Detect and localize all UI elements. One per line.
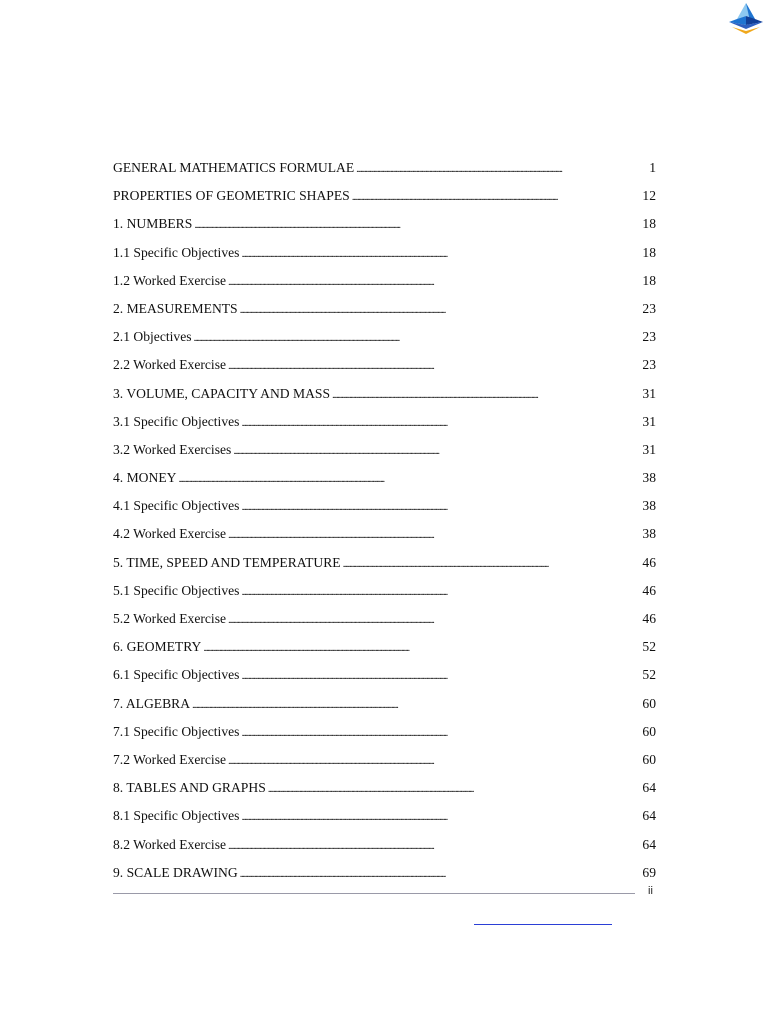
- toc-entry-title: 7.1 Specific Objectives: [113, 723, 240, 739]
- toc-entry-page-number: 64: [642, 808, 656, 824]
- toc-entry-page-number: 18: [642, 244, 656, 260]
- toc-dot-leader: [332, 380, 640, 409]
- toc-entry[interactable]: [113, 690, 656, 718]
- footer-link[interactable]: [474, 912, 612, 925]
- page-number: ii: [648, 885, 653, 897]
- toc-entry[interactable]: [113, 520, 656, 548]
- toc-dot-leader: [228, 267, 640, 296]
- toc-dot-leader: [356, 154, 647, 183]
- toc-dot-leader: [192, 690, 640, 719]
- publisher-logo-icon: [726, 2, 766, 36]
- toc-dot-leader: [241, 408, 640, 437]
- toc-entry-title: 7.2 Worked Exercise: [113, 751, 227, 767]
- toc-dot-leader: [241, 718, 640, 747]
- toc-entry[interactable]: [113, 380, 656, 408]
- toc-entry-page-number: 1: [649, 160, 656, 175]
- toc-entry-title: 8. TABLES AND GRAPHS: [113, 780, 266, 796]
- toc-entry-title: 8.2 Worked Exercise: [113, 836, 227, 852]
- toc-dot-leader: [228, 351, 640, 380]
- toc-entry-title: 6. GEOMETRY: [113, 639, 202, 655]
- table-of-contents: [113, 154, 656, 887]
- toc-entry[interactable]: [113, 295, 656, 323]
- toc-entry[interactable]: [113, 774, 656, 802]
- toc-entry[interactable]: [113, 549, 656, 577]
- toc-entry-page-number: 18: [642, 216, 656, 232]
- toc-entry[interactable]: [113, 577, 656, 605]
- toc-entry-page-number: 18: [642, 272, 656, 288]
- toc-entry-title: 3.1 Specific Objectives: [113, 413, 240, 429]
- toc-entry[interactable]: [113, 351, 656, 379]
- toc-entry-page-number: 38: [642, 470, 656, 486]
- toc-entry[interactable]: [113, 661, 656, 689]
- toc-entry[interactable]: [113, 210, 656, 238]
- toc-entry-title: 5.2 Worked Exercise: [113, 611, 227, 626]
- toc-entry[interactable]: [113, 746, 656, 774]
- toc-entry-title: 4.2 Worked Exercise: [113, 526, 227, 542]
- toc-dot-leader: [241, 239, 640, 268]
- toc-dot-leader: [194, 323, 641, 352]
- toc-dot-leader: [228, 605, 640, 634]
- footer-divider: [113, 893, 635, 894]
- toc-dot-leader: [203, 633, 640, 662]
- toc-entry-page-number: 69: [642, 864, 656, 880]
- toc-dot-leader: [241, 661, 640, 690]
- toc-dot-leader: [343, 549, 641, 578]
- toc-entry-title: 5.1 Specific Objectives: [113, 582, 240, 598]
- toc-dot-leader: [228, 520, 640, 549]
- toc-entry-page-number: 31: [642, 385, 656, 401]
- toc-dot-leader: [241, 802, 640, 831]
- toc-entry[interactable]: [113, 323, 656, 351]
- toc-entry[interactable]: [113, 802, 656, 830]
- toc-entry[interactable]: [113, 718, 656, 746]
- toc-dot-leader: [268, 774, 641, 803]
- toc-entry-page-number: 46: [642, 554, 656, 570]
- toc-entry[interactable]: [113, 267, 656, 295]
- toc-entry-title: 2.1 Objectives: [113, 329, 192, 345]
- toc-entry-title: GENERAL MATHEMATICS FORMULAE: [113, 160, 355, 175]
- toc-entry-title: 3.2 Worked Exercises: [113, 441, 232, 457]
- toc-entry-page-number: 46: [642, 611, 656, 626]
- toc-entry[interactable]: [113, 239, 656, 267]
- toc-entry-title: 4.1 Specific Objectives: [113, 498, 240, 514]
- toc-entry[interactable]: [113, 633, 656, 661]
- toc-entry-title: 3. VOLUME, CAPACITY AND MASS: [113, 385, 331, 401]
- toc-entry-page-number: 12: [642, 188, 656, 204]
- toc-entry-title: 2.2 Worked Exercise: [113, 357, 227, 373]
- toc-entry[interactable]: [113, 154, 656, 182]
- toc-entry[interactable]: [113, 436, 656, 464]
- toc-entry-page-number: 38: [642, 498, 656, 514]
- toc-entry-page-number: 46: [642, 582, 656, 598]
- toc-dot-leader: [241, 577, 640, 606]
- toc-entry-title: 9. SCALE DRAWING: [113, 864, 238, 880]
- toc-entry-page-number: 23: [642, 300, 656, 316]
- toc-entry-title: 1.1 Specific Objectives: [113, 244, 240, 260]
- toc-entry-title: 5. TIME, SPEED AND TEMPERATURE: [113, 554, 341, 570]
- toc-entry-page-number: 38: [642, 526, 656, 542]
- toc-entry-title: 8.1 Specific Objectives: [113, 808, 240, 824]
- toc-dot-leader: [194, 210, 640, 239]
- toc-entry[interactable]: [113, 859, 656, 887]
- toc-entry-title: PROPERTIES OF GEOMETRIC SHAPES: [113, 188, 350, 204]
- toc-entry-page-number: 64: [642, 836, 656, 852]
- toc-entry[interactable]: [113, 464, 656, 492]
- toc-entry-title: 4. MONEY: [113, 470, 177, 486]
- toc-entry[interactable]: [113, 182, 656, 210]
- toc-entry-page-number: 31: [642, 413, 656, 429]
- toc-entry-title: 1.2 Worked Exercise: [113, 272, 227, 288]
- toc-entry-title: 1. NUMBERS: [113, 216, 193, 232]
- toc-entry-title: 7. ALGEBRA: [113, 695, 191, 711]
- toc-dot-leader: [240, 295, 641, 324]
- toc-entry-page-number: 64: [642, 780, 656, 796]
- toc-dot-leader: [228, 831, 640, 860]
- toc-entry[interactable]: [113, 831, 656, 859]
- toc-entry-page-number: 52: [642, 667, 656, 683]
- toc-dot-leader: [228, 746, 640, 775]
- toc-entry[interactable]: [113, 492, 656, 520]
- toc-dot-leader: [233, 436, 640, 465]
- toc-entry-page-number: 60: [642, 723, 656, 739]
- toc-entry[interactable]: [113, 605, 656, 633]
- toc-entry-page-number: 60: [642, 695, 656, 711]
- toc-entry-page-number: 52: [642, 639, 656, 655]
- toc-entry-title: 2. MEASUREMENTS: [113, 300, 238, 316]
- toc-dot-leader: [352, 182, 641, 211]
- toc-dot-leader: [178, 464, 640, 493]
- toc-entry-page-number: 23: [642, 357, 656, 373]
- toc-entry-page-number: 31: [642, 441, 656, 457]
- toc-dot-leader: [240, 859, 641, 888]
- toc-entry-title: 6.1 Specific Objectives: [113, 667, 240, 683]
- toc-entry-page-number: 23: [642, 329, 656, 345]
- toc-dot-leader: [241, 492, 640, 521]
- toc-entry-page-number: 60: [642, 751, 656, 767]
- toc-entry[interactable]: [113, 408, 656, 436]
